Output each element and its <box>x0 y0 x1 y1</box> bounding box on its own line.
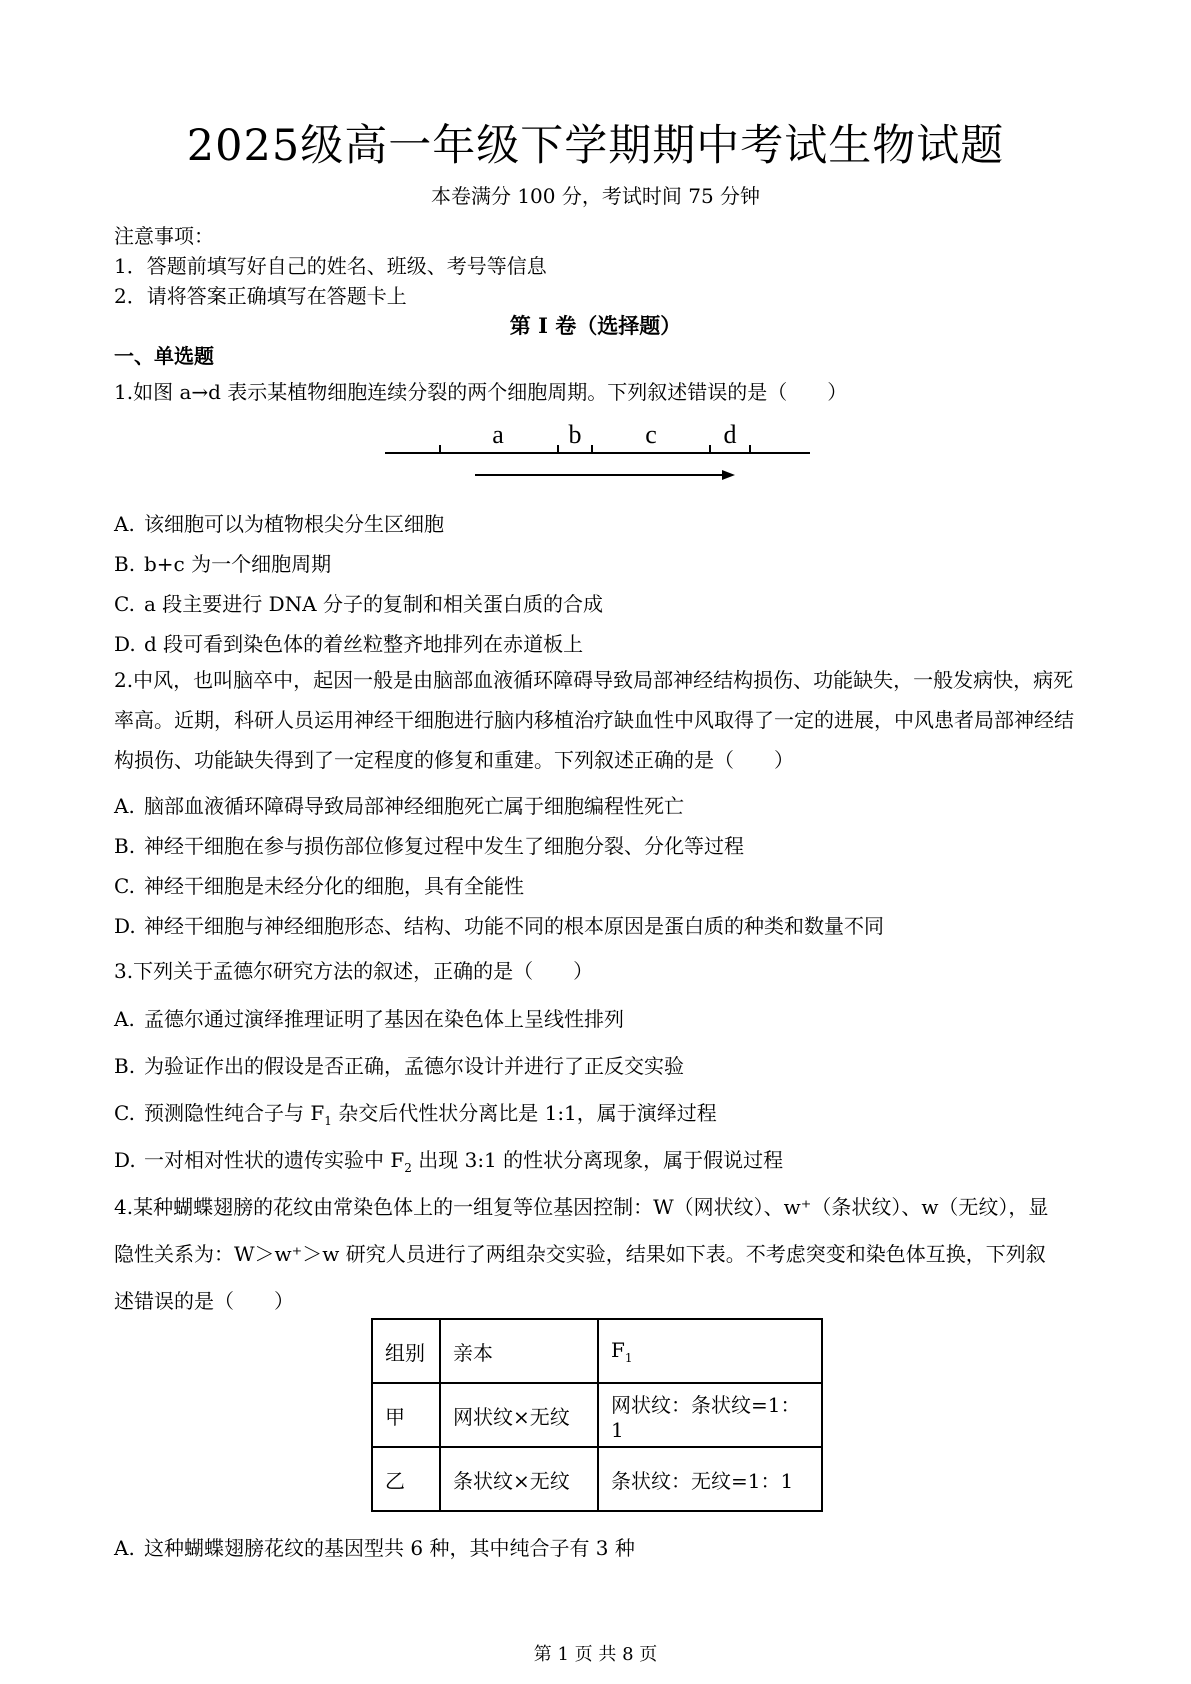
question-1-option-c: C. a 段主要进行 DNA 分子的复制和相关蛋白质的合成 <box>114 592 603 616</box>
question-2-option-b: B. 神经干细胞在参与损伤部位修复过程中发生了细胞分裂、分化等过程 <box>114 834 744 858</box>
timeline-label-b: b <box>568 420 582 449</box>
exam-title: 2025级高一年级下学期期中考试生物试题 <box>186 121 1005 171</box>
notice-item-2: 2．请将答案正确填写在答题卡上 <box>114 284 407 308</box>
exam-subtitle: 本卷满分 100 分，考试时间 75 分钟 <box>430 184 761 208</box>
table-cell: 甲 <box>372 1383 440 1447</box>
timeline-label-c: c <box>645 420 657 449</box>
table-header-row <box>372 1319 822 1383</box>
page-footer: 第 1 页 共 8 页 <box>533 1644 658 1665</box>
question-4-stem-line-3: 述错误的是（ ） <box>114 1289 294 1313</box>
question-3-option-c: C. 预测隐性纯合子与 $F_1$ 杂交后代性状分离比是 1:1，属于演绎过程 <box>114 1101 717 1128</box>
question-2-stem: 2.中风，也叫脑卒中，起因一般是由脑部血液循环障碍导致局部神经结构损伤、功能缺失，一般发病快，病死率高。近期，科研人员运用神经干细胞进行脑内移植治疗缺血性中风取得了一定的进展，中风患者局部神经结构损伤、功能缺失得到了一定程度的修复和重建。下列叙述正确的是（ ） <box>114 668 1074 772</box>
table-cell: 网状纹×无纹 <box>440 1383 598 1447</box>
section-title: 第 I 卷（选择题） <box>509 313 682 338</box>
question-4-option-a: A. 这种蝴蝶翅膀花纹的基因型共 6 种，其中纯合子有 3 种 <box>114 1536 635 1560</box>
question-2-option-d: D. 神经干细胞与神经细胞形态、结构、功能不同的根本原因是蛋白质的种类和数量不同 <box>114 914 884 938</box>
table-header-cell: 组别 <box>372 1319 440 1383</box>
question-1-stem: 1.如图 a→d 表示某植物细胞连续分裂的两个细胞周期。下列叙述错误的是（ ） <box>114 380 848 404</box>
notice-item-1: 1．答题前填写好自己的姓名、班级、考号等信息 <box>114 254 547 278</box>
notice-heading: 注意事项： <box>114 224 214 248</box>
table-cell: 网状纹：条状纹=1：1 <box>598 1383 822 1447</box>
question-3-option-b: B. 为验证作出的假设是否正确，孟德尔设计并进行了正反交实验 <box>114 1054 684 1078</box>
timeline-arrow-head <box>722 470 735 480</box>
table-cell: 乙 <box>372 1447 440 1511</box>
table-header-cell: 亲本 <box>440 1319 598 1383</box>
timeline-label-d: d <box>723 420 737 449</box>
question-3-stem: 3.下列关于孟德尔研究方法的叙述，正确的是（ ） <box>114 959 594 983</box>
question-3-option-d: D. 一对相对性状的遗传实验中 $F_2$ 出现 3:1 的性状分离现象，属于假说过程 <box>114 1148 784 1175</box>
question-2-option-a: A. 脑部血液循环障碍导致局部神经细胞死亡属于细胞编程性死亡 <box>114 794 684 818</box>
table-cell: 条状纹：无纹=1：1 <box>598 1447 822 1511</box>
question-1-option-d: D. d 段可看到染色体的着丝粒整齐地排列在赤道板上 <box>114 632 584 656</box>
cross-results-table <box>371 1318 823 1512</box>
table-header-cell: $F_1$ <box>598 1319 822 1383</box>
part-title: 一、单选题 <box>114 344 214 368</box>
cell-cycle-timeline-figure <box>380 415 820 485</box>
table-row <box>372 1383 822 1447</box>
table-row <box>372 1447 822 1511</box>
table-cell: 条状纹×无纹 <box>440 1447 598 1511</box>
question-1-option-b: B. b+c 为一个细胞周期 <box>114 552 332 576</box>
timeline-label-a: a <box>492 420 504 449</box>
question-2-option-c: C. 神经干细胞是未经分化的细胞，具有全能性 <box>114 874 524 898</box>
question-4-stem-line-1: 4.某种蝴蝶翅膀的花纹由常染色体上的一组复等位基因控制：W（网状纹）、w⁺（条状纹）、w（无纹），显 <box>114 1195 1049 1219</box>
question-3-option-a: A. 孟德尔通过演绎推理证明了基因在染色体上呈线性排列 <box>114 1007 624 1031</box>
question-1-option-a: A. 该细胞可以为植物根尖分生区细胞 <box>114 512 444 536</box>
question-4-stem-line-2: 隐性关系为：W＞w⁺＞w 研究人员进行了两组杂交实验，结果如下表。不考虑突变和染色体互换，下列叙 <box>114 1242 1046 1266</box>
